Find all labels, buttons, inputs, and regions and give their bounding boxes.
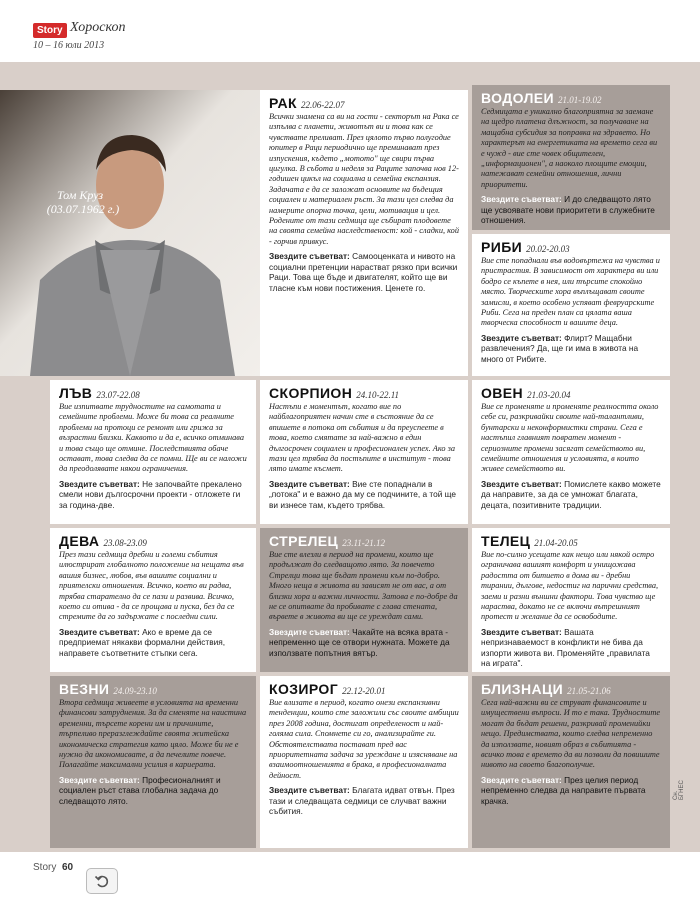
sign-kozirog [260,676,468,848]
sign-advice: Звездите съветват: Помислете какво можете да направите, за да се умножат благата, децата, позитивните традиции. [481,478,661,510]
sign-text: Вие сте влезли в период на промени, които ще продължат до следващото лято. За повечето Стрелци това ще бъдат промени към по-добро. Много неща в живота ви зависят не от вас, а от близки хора и важни личности. Затова е по-добре да не се опитвате да пробивате с глава стената, вървете в живота ви ще се уреждат сами. [269,550,458,622]
sign-strelec [260,528,468,672]
sign-advice: Звездите съветват: Вашата непризнаваемост в конфликти не бива да изпорти живота ви. Променяйте „правилата на играта". [481,626,650,669]
sign-text: През тази седмица дребни и големи събития илюстрират глобалното положение на нещата във вашия бизнес, любов, във вашите социални и приятелски отношения. Всичко, което ви радва, трябва старателно да се пази и развива. Всичко, което си отива - да се прощава и пуска, без да се стремите да го задържате с последни сили. [59,550,244,622]
sign-dates: 21.05-21.06 [567,686,611,696]
photo-credit: Сн. БГНЕС [673,780,685,800]
sign-text: Настъпи е моментът, когато вие по найблагоприятен начин сте в състояние да се впишете в потока от събития и да преуспеете в това, което смятате за най-важно в един дългосрочен социален и професионален успех. Ако за тази цел трябва да постъпите в институт - това лято имате късмет. [269,402,455,474]
sign-text: Вие сте попаднали във водовъртежа на чувства и пристрастия. В зависимост от характера ви или бодро се къпете в нея, или търсите спокойно място. Творческите хора въплъщават своите замисли, в което особено успяват февруарските Риби. Сега на преден план са цялата ваша творческа способност и вашите деца. [481,256,660,328]
sign-advice: Звездите съветват: Благата идват отвън. През тази и следващата седмици се случват важни събития. [269,785,455,817]
sign-name: ВОДОЛЕИ [481,90,555,106]
sign-advice: Звездите съветват: И до следващото лято ще усвоявате нови приоритети в служебните отношения. [481,194,655,226]
undo-arrow-icon [94,873,110,889]
sign-deva [50,528,256,672]
sign-name: ЛЪВ [59,385,93,401]
sign-text: Вие изпитвате трудностите на самотата и семейните проблеми. Може би това са реалните проблеми на протоци се ремонт или грижа за възрастни близки. Каквото и да е, всичко отминава и това също ще отмине. Последствията обаче остават, това следва да се помни. Ще ви се наложи да преодолявате някои ограничения. [59,402,247,474]
sign-name: СТРЕЛЕЦ [269,533,339,549]
celebrity-name: Том Круз [56,188,104,202]
sign-advice: Звездите съветват: Не започвайте прекалено смели нови дългосрочни проекти - отложете ги за година-две. [59,478,242,510]
sign-oven [472,380,670,524]
sign-advice: Звездите съветват: Чакайте на всяка врата - непременно ще се отвори нужната. Можете да използвате попътния вятър. [269,626,450,658]
sign-advice: Звездите съветват: Ако е време да се предприемат някакви формални действия, направете съответните стъпки сега. [59,626,226,658]
sign-name: ВЕЗНИ [59,681,110,697]
sign-dates: 24.09-23.10 [113,686,157,696]
sign-dates: 20.02-20.03 [526,244,570,254]
celebrity-birthdate: (03.07.1962 г.) [46,202,120,216]
sign-name: ОВЕН [481,385,524,401]
sign-dates: 22.06-22.07 [300,100,345,110]
sign-advice: Звездите съветват: Вие сте попаднали в „потока" и е важно да му се подчините, а той ще ви изнесе там, където трябва. [269,478,457,510]
sign-name: СКОРПИОН [269,385,353,401]
page-number: 60 [62,862,74,873]
footer-brand: Story [33,862,57,873]
sign-name: РАК [269,95,297,111]
issue-date: 10 – 16 юли 2013 [33,40,105,51]
sign-vodolei [472,85,670,230]
sign-name: БЛИЗНАЦИ [481,681,564,697]
tom-cruise-photo [0,90,260,376]
sign-dates: 21.04-20.05 [534,538,578,548]
brand-logo: Story [33,23,67,38]
sign-ribi [472,234,670,376]
sign-dates: 22.12-20.01 [342,686,386,696]
sign-text: Всички знамена са ви на гости - секторът на Рака се изпълва с планети, животът ви и това как се чувствате преливат. През цялото първо полугодие юпитер в Раци периодично ще преминават през изпускения, където „мотото" ще свири първа цигулка. В събота и неделя за Раците започва нов 12-годишен цикъл на социална и семейна експанзия. Задачата е да се заложат основите на бъдещия социален и материален ръст. За тази цел следва да намерите опорна точка, цели, мотивация и цел. Родените от тази седмица ще събират плодовете на своята семейна наследственост: кой - сладки, кой - горчив привкус. [269,112,459,246]
sign-bliznaci [472,676,670,848]
sign-advice: Звездите съветват: Флирт? Мащабни развлечения? Да, ще ги има в живота на много от Рибите. [481,332,639,364]
portrait-illustration [0,90,260,376]
sign-dates: 21.01-19.02 [558,95,602,105]
sign-dates: 23.08-23.09 [103,538,147,548]
sign-dates: 24.10-22.11 [356,390,400,400]
back-button[interactable] [86,868,118,894]
section-title: Хороскоп [70,20,126,35]
sign-vezni [50,676,256,848]
sign-advice: Звездите съветват: Професионалният и социален ръст става глобална задача до следващото лято. [59,774,221,806]
sign-text: Сега най-важни ви се струват финансовите и имуществени въпроси. И то е така. Трудностите могат да бъдат решени, разкривай променийки нещо. Предимствата, които следва непременно да използвате, новият образ в събитията - всичко това е времето да ви позволи да повишите нивото на своето благополучие. [481,698,661,770]
sign-telec [472,528,670,672]
header [0,0,700,62]
sign-name: КОЗИРОГ [269,681,339,697]
sign-rak [260,90,468,376]
sign-name: ТЕЛЕЦ [481,533,531,549]
sign-advice: Звездите съветват: Самооценката и нивото на социални претенции нарастват рязко при всички Раци. Това ще бъде и двигателят, който ще ви тласне към нови постижения. Ценете го. [269,251,458,293]
sign-text: Седмицата е уникално благоприятна за заемане на щедро платена длъжност, за получаване на мащабна субсидия за поправка на здравето. Но характерът на енергетиката на времето сега ви е чужд - вие сте човек общителен, „информационен", а наоколо площите емоции, натежават семейни отношения, лични приоритети. [481,107,658,189]
sign-text: Втора седмица живеете в условията на временни финансови затруднения. За да сменяте на наистина временни, търсете корени им и причините, търпеливо преразглеждайте своята житейска икономическа стратегия като цяло. Може би не е нужно да икономисвате, а да печелите повече. Полагайте максимални усилия в кариерата. [59,698,247,770]
sign-dates: 21.03-20.04 [527,390,571,400]
sign-dates: 23.07-22.08 [96,390,140,400]
sign-dates: 23.11-21.12 [342,538,386,548]
sign-text: Вие влизате в период, когато онези експанзивни тенденции, които сте заложили със своите амбиции през 2008 година, достигат определеност и най-голяма сила. Спомнете си го, анализирайте ги. Обстоятелствата постават пред вас приоритетната задача за уреждане и изясняване на взаимоотношенията в брака, в професионалната дейност. [269,698,459,780]
sign-skorpion [260,380,468,524]
sign-text: Вие се променяте и променяте реалността около себе си, разкривайки своите най-талантливи, бунтарски и неконформистки страни. Сега е настъпил главният повратен момент - сериозните промени засягат семейството ви, семейните отношения и условията, в които живее семейството ви. [481,402,659,474]
sign-text: Вие по-силно усещате как нещо или някой остро ограничава вашият комфорт и унищожава радостта от битието в дома ви - дребни тирании, дългове, недостиг на парични средства, заеми и разни външни фактори. Това чувство ще нараства, докато не се включи вътрешният протест и желание да се освободите. [481,550,659,622]
sign-advice: Звездите съветват: През целия период непременно следва да направите първата крачка. [481,774,646,806]
sign-name: РИБИ [481,239,523,255]
sign-lav [50,380,256,524]
sign-name: ДЕВА [59,533,100,549]
